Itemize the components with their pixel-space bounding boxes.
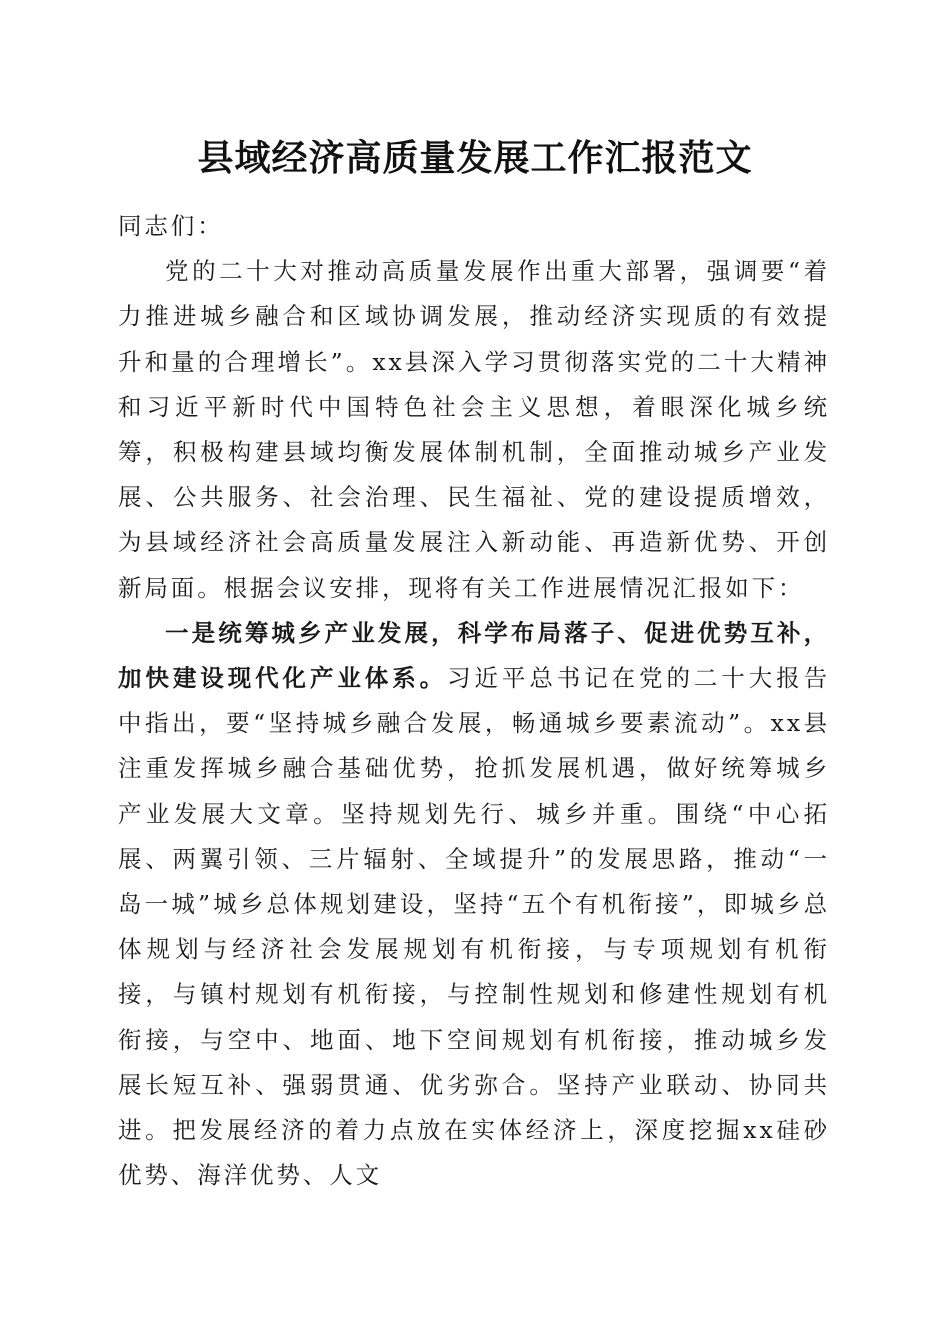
document-body <box>118 204 830 1198</box>
section-one-heading: 一是统筹城乡产业发展，科学布局落子、促进优势互补，加快建设现代化产业体系。 <box>118 618 830 693</box>
paragraph-intro: 党的二十大对推动高质量发展作出重大部署，强调要“着力推进城乡融合和区域协调发展，推动经济实现质的有效提升和量的合理增长”。xx县深入学习贯彻落实党的二十大精神和习近平新时代中国特色社会主义思想，着眼深化城乡统筹，积极构建县域均衡发展体制机制，全面推动城乡产业发展、公共服务、社会治理、民生福祉、党的建设提质增效，为县域经济社会高质量发展注入新动能、再造新优势、开创新局面。根据会议安排，现将有关工作进展情况汇报如下： <box>118 257 830 602</box>
document-title: 县域经济高质量发展工作汇报范文 <box>197 137 753 179</box>
section-one-body: 习近平总书记在党的二十大报告中指出，要“坚持城乡融合发展，畅通城乡要素流动”。xx县注重发挥城乡融合基础优势，抢抓发展机遇，做好统筹城乡产业发展大文章。坚持规划先行、城乡并重。围绕“中心拓展、两翼引领、三片辐射、全域提升”的发展思路，推动“一岛一城”城乡总体规划建设，坚持“五个有机衔接”，即城乡总体规划与经济社会发展规划有机衔接，与专项规划有机衔接，与镇村规划有机衔接，与控制性规划和修建性规划有机衔接，与空中、地面、地下空间规划有机衔接，推动城乡发展长短互补、强弱贯通、优劣弥合。坚持产业联动、协同共进。把发展经济的着力点放在实体经济上，深度挖掘xx硅砂优势、海洋优势、人文 <box>118 664 830 1190</box>
paragraph-section-one <box>118 611 830 1199</box>
salutation: 同志们： <box>118 212 224 240</box>
